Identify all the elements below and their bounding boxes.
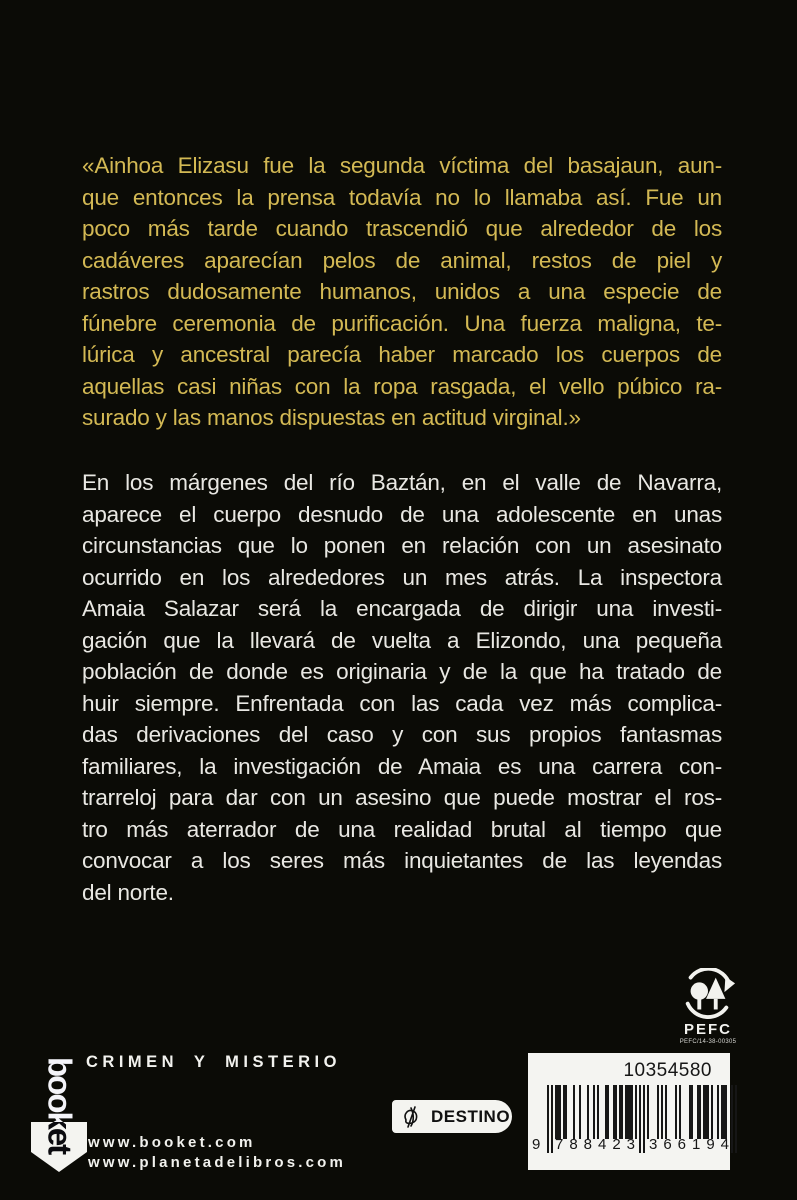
text-line: circunstancias que lo ponen en relación con un asesinato (82, 533, 722, 558)
isbn-lead-digit: 9 (532, 1136, 541, 1153)
barcode-sku: 10354580 (623, 1060, 712, 1081)
barcode-digit: 3 (649, 1136, 658, 1153)
pefc-label: PEFC (683, 1021, 732, 1038)
destino-logo (392, 1100, 512, 1133)
planetadelibros-website: www.planetadelibros.com (88, 1154, 347, 1171)
barcode-bars (532, 1085, 737, 1155)
barcode (528, 1053, 730, 1170)
text-line: surado y las manos dispuestas en actitud virginal.» (82, 405, 581, 430)
text-line: del norte. (82, 879, 174, 905)
barcode-digit: 3 (626, 1136, 635, 1153)
text-line: lúrica y ancestral parecía haber marcado los cuerpos de (82, 342, 722, 367)
booket-logo (28, 1056, 92, 1174)
isbn-left-digits (555, 1136, 635, 1153)
text-line: das derivaciones del caso y con sus propios fantasmas (82, 722, 722, 747)
barcode-digit: 6 (677, 1136, 686, 1153)
text-line: huir siempre. Enfrentada con las cada vez más complica- (82, 690, 722, 716)
barcode-digit: 8 (569, 1136, 578, 1153)
text-line: cadáveres aparecían pelos de animal, restos de piel y (82, 247, 722, 273)
barcode-module (735, 1085, 737, 1153)
destino-wordmark: DESTINO (431, 1106, 511, 1126)
text-line: convocar a los seres más inquietantes de las leyendas (82, 848, 722, 873)
pefc-logo (669, 968, 747, 1045)
text-line: que entonces la prensa todavía no lo llamaba así. Fue un (82, 184, 722, 210)
text-line: fúnebre ceremonia de purificación. Una fuerza maligna, te- (82, 310, 722, 336)
text-line: ocurrido en los alrededores un mes atrás. La inspectora (82, 564, 722, 590)
text-line: aparece el cuerpo desnudo de una adolescente en unas (82, 501, 722, 527)
barcode-digit: 9 (706, 1136, 715, 1153)
text-line: aquellas casi niñas con la ropa rasgada, el vello púbico ra- (82, 373, 722, 399)
booket-wordmark: booket (41, 1057, 79, 1154)
synopsis-paragraph (82, 467, 722, 908)
pefc-certification-code: PEFC/14-38-00305 (679, 1039, 737, 1045)
text-line: rastros dudosamente humanos, unidos a una especie de (82, 279, 722, 304)
isbn-right-digits (649, 1136, 729, 1153)
text-line: Amaia Salazar será la encargada de dirigir una investi- (82, 596, 722, 621)
text-line: tro más aterrador de una realidad brutal al tiempo que (82, 816, 722, 842)
barcode-digit: 2 (612, 1136, 621, 1153)
text-line: «Ainhoa Elizasu fue la segunda víctima del basajaun, aun- (82, 153, 722, 178)
text-line: población de donde es originaria y de la que ha tratado de (82, 659, 722, 684)
text-line: gación que la llevará de vuelta a Elizondo, una pequeña (82, 627, 722, 653)
text-line: trarreloj para dar con un asesino que puede mostrar el ros- (82, 785, 722, 810)
text-line: familiares, la investigación de Amaia es una carrera con- (82, 753, 722, 779)
text-line: poco más tarde cuando trascendió que alrededor de los (82, 216, 722, 241)
barcode-digit: 8 (583, 1136, 592, 1153)
quote-paragraph (82, 150, 722, 434)
text-line: En los márgenes del río Baztán, en el valle de Navarra, (82, 470, 722, 495)
barcode-digit: 7 (555, 1136, 564, 1153)
barcode-digit: 6 (663, 1136, 672, 1153)
pefc-trees-icon (679, 968, 737, 1020)
collection-name: CRIMEN Y MISTERIO (86, 1053, 341, 1071)
destino-emblem-icon (401, 1105, 423, 1129)
barcode-digit: 4 (720, 1136, 729, 1153)
booket-website: www.booket.com (88, 1134, 256, 1151)
website-links (88, 1133, 346, 1173)
barcode-digit: 4 (597, 1136, 607, 1153)
barcode-digit: 1 (691, 1136, 701, 1153)
